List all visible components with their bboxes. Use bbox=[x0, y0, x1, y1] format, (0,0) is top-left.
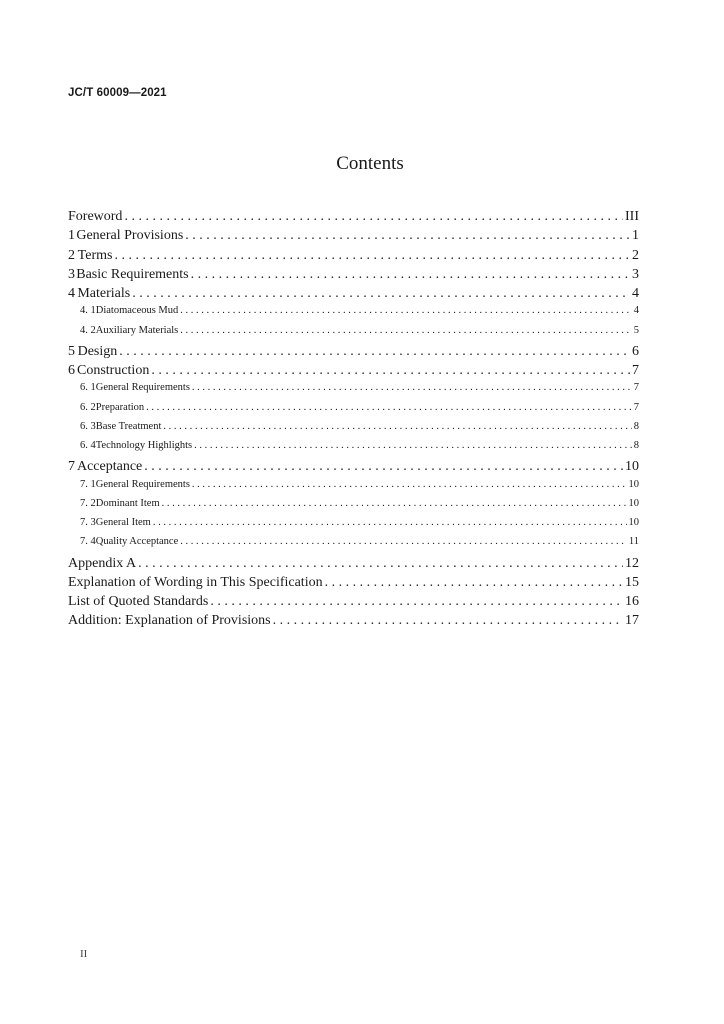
toc-leader-dots bbox=[132, 286, 630, 302]
toc-entry-label: Basic Requirements bbox=[76, 266, 189, 282]
toc-leader-dots bbox=[138, 556, 623, 572]
toc-entry-label: Terms bbox=[77, 247, 113, 263]
toc-entry-number: 7. 2 bbox=[80, 497, 96, 509]
toc-leader-dots bbox=[180, 536, 627, 547]
toc-leader-dots bbox=[124, 209, 623, 225]
toc-entry-label: Materials bbox=[77, 286, 131, 301]
toc-entry-page: 5 bbox=[633, 324, 639, 336]
toc-entry-label: Diatomaceous Mud bbox=[95, 305, 179, 317]
toc-entry-number: 7. 4 bbox=[80, 536, 96, 548]
toc-entry-number: 6. 4 bbox=[80, 440, 96, 451]
toc-entry[interactable] bbox=[68, 382, 639, 401]
toc-leader-dots bbox=[192, 382, 632, 393]
contents-title bbox=[0, 153, 724, 175]
toc-leader-dots bbox=[191, 267, 630, 283]
toc-entry-page: 4 bbox=[633, 305, 639, 317]
toc-leader-dots bbox=[153, 517, 627, 528]
toc-entry[interactable] bbox=[68, 248, 639, 267]
toc-leader-dots bbox=[185, 228, 630, 244]
toc-entry[interactable] bbox=[68, 594, 639, 613]
toc-entry-label: Auxiliary Materials bbox=[95, 324, 179, 336]
toc-entry[interactable] bbox=[68, 479, 639, 498]
toc-leader-dots bbox=[210, 594, 623, 610]
toc-entry-page: 15 bbox=[625, 574, 639, 590]
toc-leader-dots bbox=[151, 363, 630, 379]
toc-entry-label: General Provisions bbox=[76, 228, 184, 244]
toc-entry-page: 2 bbox=[632, 247, 639, 263]
toc-entry-page: 6 bbox=[632, 343, 639, 359]
toc-leader-dots bbox=[180, 305, 631, 316]
toc-entry[interactable] bbox=[68, 344, 639, 363]
toc-entry-page: 10 bbox=[628, 478, 639, 490]
toc-entry-page: 17 bbox=[625, 613, 639, 629]
toc-entry-number: 6. 2 bbox=[80, 401, 96, 413]
toc-leader-dots bbox=[192, 479, 627, 490]
standard-code: JC/T 60009—2021 bbox=[68, 87, 167, 99]
toc-entry-page: 10 bbox=[625, 459, 639, 475]
toc-entry[interactable] bbox=[68, 402, 639, 421]
toc-entry-number: 7. 1 bbox=[80, 478, 96, 490]
toc-entry[interactable] bbox=[68, 286, 639, 305]
toc-entry-page: 8 bbox=[633, 440, 639, 451]
toc-entry-number: 6. 3 bbox=[80, 420, 96, 432]
toc-leader-dots bbox=[144, 459, 623, 475]
toc-entry-label: General Requirements bbox=[95, 478, 190, 490]
toc-entry-label: Construction bbox=[76, 363, 150, 378]
toc-entry-page: 10 bbox=[628, 517, 639, 528]
toc-entry-page: 11 bbox=[628, 536, 639, 548]
toc-leader-dots bbox=[194, 440, 632, 451]
toc-entry-number: 7 bbox=[68, 459, 75, 475]
toc-entry-label: General Item bbox=[95, 517, 151, 528]
toc-entry-page: 4 bbox=[632, 286, 639, 301]
toc-entry-page: 12 bbox=[625, 555, 639, 571]
toc-leader-dots bbox=[146, 402, 632, 413]
toc-entry-page: 16 bbox=[625, 594, 639, 609]
toc-leader-dots bbox=[273, 613, 623, 629]
toc-entry-number: 5 bbox=[68, 343, 75, 359]
toc-entry[interactable] bbox=[68, 325, 639, 344]
toc-entry-label: Explanation of Wording in This Specification bbox=[68, 574, 323, 590]
toc-entry-label: Dominant Item bbox=[95, 497, 160, 509]
toc-entry[interactable] bbox=[68, 517, 639, 536]
toc-entry-page: 7 bbox=[632, 363, 639, 378]
toc-entry[interactable] bbox=[68, 363, 639, 382]
toc-entry[interactable] bbox=[68, 575, 639, 594]
toc-entry[interactable] bbox=[68, 613, 639, 632]
toc-entry[interactable] bbox=[68, 536, 639, 555]
toc-entry[interactable] bbox=[68, 421, 639, 440]
toc-entry-label: Appendix A bbox=[68, 555, 137, 571]
toc-entry-page: 1 bbox=[632, 228, 639, 244]
toc-entry-number: 7. 3 bbox=[80, 517, 96, 528]
toc-leader-dots bbox=[180, 325, 631, 336]
toc-leader-dots bbox=[119, 344, 630, 360]
toc-entry-number: 2 bbox=[68, 247, 75, 263]
toc-entry[interactable] bbox=[68, 498, 639, 517]
toc-entry-page: 7 bbox=[633, 382, 639, 394]
toc-entry-number: 4. 2 bbox=[80, 324, 96, 336]
toc-entry-number: 4 bbox=[68, 286, 75, 301]
toc-entry-label: List of Quoted Standards bbox=[68, 594, 209, 609]
toc-entry-label: Acceptance bbox=[76, 459, 143, 475]
toc-entry-number: 6. 1 bbox=[80, 382, 96, 394]
toc-entry-number: 1 bbox=[68, 228, 75, 244]
toc-entry-label: Quality Acceptance bbox=[95, 536, 179, 548]
toc-entry[interactable] bbox=[68, 209, 639, 228]
toc-entry-label: Design bbox=[77, 343, 118, 359]
toc-leader-dots bbox=[114, 248, 630, 264]
toc-entry-page: III bbox=[625, 209, 639, 224]
toc-entry[interactable] bbox=[68, 228, 639, 247]
toc-entry-label: Base Treatment bbox=[95, 420, 162, 432]
toc-leader-dots bbox=[162, 498, 627, 509]
table-of-contents bbox=[68, 209, 639, 633]
toc-entry-page: 3 bbox=[632, 266, 639, 282]
toc-entry[interactable] bbox=[68, 305, 639, 324]
toc-entry[interactable] bbox=[68, 459, 639, 478]
toc-entry-label: General Requirements bbox=[95, 382, 190, 394]
toc-entry-number: 3 bbox=[68, 266, 75, 282]
toc-leader-dots bbox=[325, 575, 623, 591]
toc-entry-label: Foreword bbox=[68, 209, 123, 224]
toc-entry-number: 6 bbox=[68, 363, 75, 378]
page-number: II bbox=[80, 948, 88, 960]
toc-entry-label: Addition: Explanation of Provisions bbox=[68, 613, 271, 629]
toc-entry[interactable] bbox=[68, 267, 639, 286]
contents-title-text: Contents bbox=[336, 153, 404, 174]
toc-entry-number: 4. 1 bbox=[80, 305, 96, 317]
toc-entry-label: Preparation bbox=[95, 401, 145, 413]
toc-entry-page: 8 bbox=[633, 420, 639, 432]
toc-entry-label: Technology Highlights bbox=[95, 440, 193, 451]
toc-entry[interactable] bbox=[68, 556, 639, 575]
toc-leader-dots bbox=[163, 421, 631, 432]
toc-entry[interactable] bbox=[68, 440, 639, 459]
toc-entry-page: 7 bbox=[633, 401, 639, 413]
toc-entry-page: 10 bbox=[628, 497, 639, 509]
